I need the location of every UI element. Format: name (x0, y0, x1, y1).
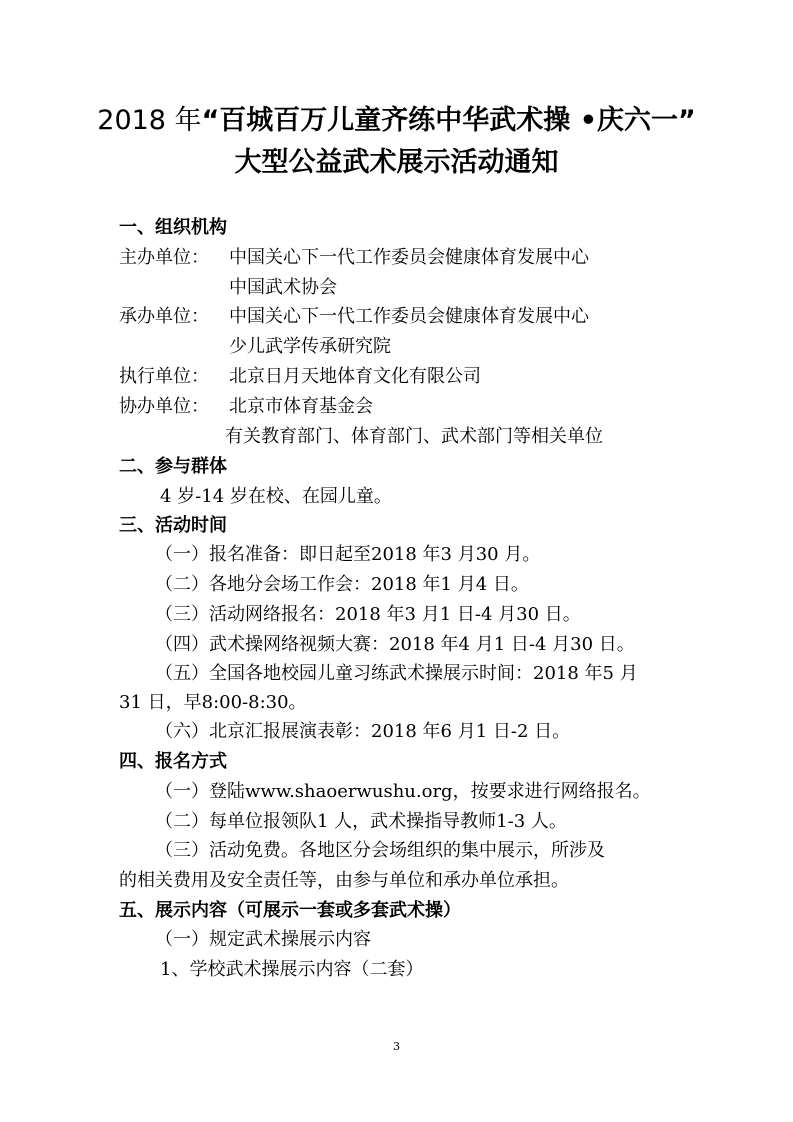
document-title-line-2: 大型公益武术展示活动通知 (234, 147, 559, 178)
section-heading-organization: 一、组织机构 (119, 217, 227, 238)
content-item-1-1: 1、学校武术操展示内容（二套） (160, 959, 424, 980)
participants-text: 4 岁-14 岁在校、在园儿童。 (160, 486, 392, 507)
schedule-item-3: （三）活动网络报名：2018 年3 月1 日-4 月30 日。 (155, 604, 581, 625)
organizer-unit-1: 中国关心下一代工作委员会健康体育发展中心 (229, 306, 589, 327)
section-heading-participants: 二、参与群体 (119, 456, 227, 477)
host-label: 主办单位： (119, 247, 209, 268)
co-organizer-label: 协办单位： (119, 396, 209, 417)
page-number: 3 (393, 1040, 400, 1053)
co-organizer-unit-2: 有关教育部门、体育部门、武术部门等相关单位 (225, 426, 603, 447)
organizer-label: 承办单位： (119, 306, 209, 327)
schedule-item-6: （六）北京汇报展演表彰：2018 年6 月1 日-2 日。 (155, 721, 571, 742)
schedule-item-5-line-1: （五）全国各地校园儿童习练武术操展示时间：2018 年5 月 (155, 663, 638, 684)
registration-item-2: （二）每单位报领队1 人，武术操指导教师1-3 人。 (155, 811, 567, 832)
registration-item-3-line-2: 的相关费用及安全责任等，由参与单位和承办单位承担。 (119, 870, 569, 891)
schedule-item-5-line-2: 31 日，早8:00-8:30。 (119, 692, 307, 713)
co-organizer-unit-1: 北京市体育基金会 (229, 396, 373, 417)
document-title-line-1 (0, 101, 793, 141)
section-heading-schedule: 三、活动时间 (119, 515, 227, 536)
host-unit-2: 中国武术协会 (229, 277, 337, 298)
registration-item-3-line-1: （三）活动免费。各地区分会场组织的集中展示，所涉及 (155, 840, 605, 861)
host-unit-1: 中国关心下一代工作委员会健康体育发展中心 (229, 247, 589, 268)
executor-unit: 北京日月天地体育文化有限公司 (229, 366, 481, 387)
title-year: 2018 年 (97, 105, 202, 136)
section-heading-content: 五、展示内容（可展示一套或多套武术操） (119, 900, 461, 921)
content-item-1: （一）规定武术操展示内容 (155, 929, 371, 950)
organizer-unit-2: 少儿武学传承研究院 (229, 336, 391, 357)
schedule-item-2: （二）各地分会场工作会：2018 年1 月4 日。 (155, 574, 529, 595)
executor-label: 执行单位： (119, 366, 209, 387)
registration-item-1: （一）登陆www.shaoerwushu.org，按要求进行网络报名。 (155, 781, 651, 802)
schedule-item-4: （四）武术操网络视频大赛：2018 年4 月1 日-4 月30 日。 (155, 634, 635, 655)
schedule-item-1: （一）报名准备：即日起至2018 年3 月30 月。 (155, 544, 541, 565)
title-main: “百城百万儿童齐练中华武术操 •庆六一” (201, 105, 696, 136)
section-heading-registration: 四、报名方式 (119, 751, 227, 772)
